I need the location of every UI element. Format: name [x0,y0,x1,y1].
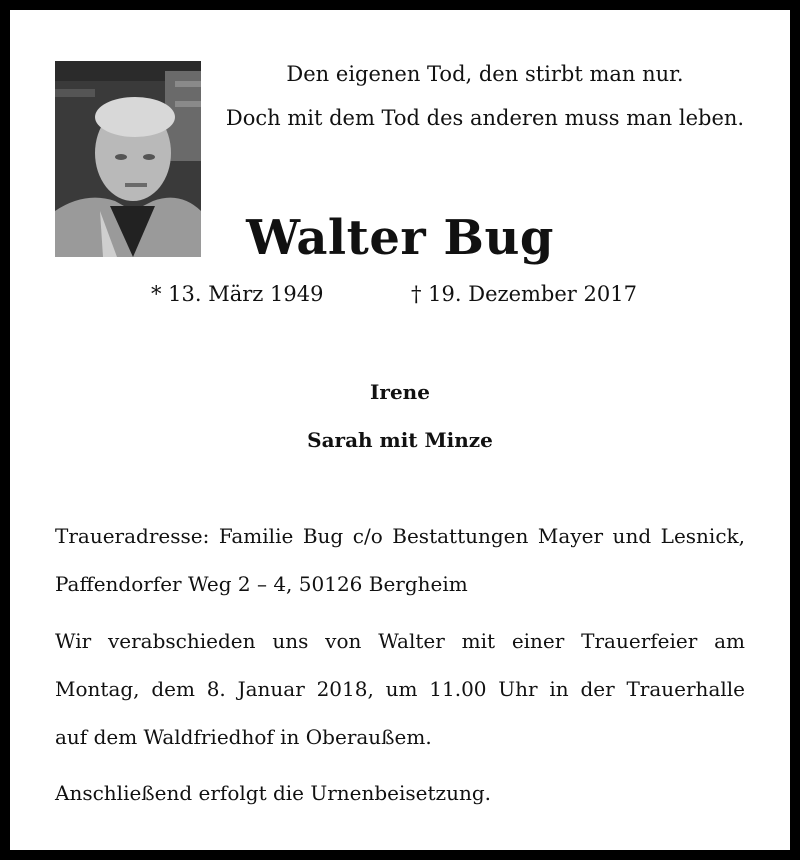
ceremony-line-2: Montag, dem 8. Januar 2018, um 11.00 Uhr in der Trauerhalle [55,677,745,701]
address-line-1: Traueradresse: Familie Bug c/o Bestattungen Mayer und Lesnick, [55,524,745,548]
mourning-address [55,512,745,608]
mourner-2: Sarah mit Minze [307,428,493,452]
ceremony-line-1: Wir verabschieden uns von Walter mit einer Trauerfeier am [55,629,745,653]
ceremony-line-3: auf dem Waldfriedhof in Oberaußem. [55,725,432,749]
death-date: † 19. Dezember 2017 [411,282,637,306]
quote-line-1: Den eigenen Tod, den stirbt man nur. [286,62,684,86]
ceremony-details [55,617,745,761]
mourner-1: Irene [370,380,430,404]
quote-line-2: Doch mit dem Tod des anderen muss man leben. [225,106,745,130]
portrait-photo [55,61,201,257]
closing-text: Anschließend erfolgt die Urnenbeisetzung. [55,781,492,805]
birth-date: * 13. März 1949 [151,282,324,306]
address-line-2: Paffendorfer Weg 2 – 4, 50126 Bergheim [55,572,468,596]
deceased-name: Walter Bug [246,210,554,266]
